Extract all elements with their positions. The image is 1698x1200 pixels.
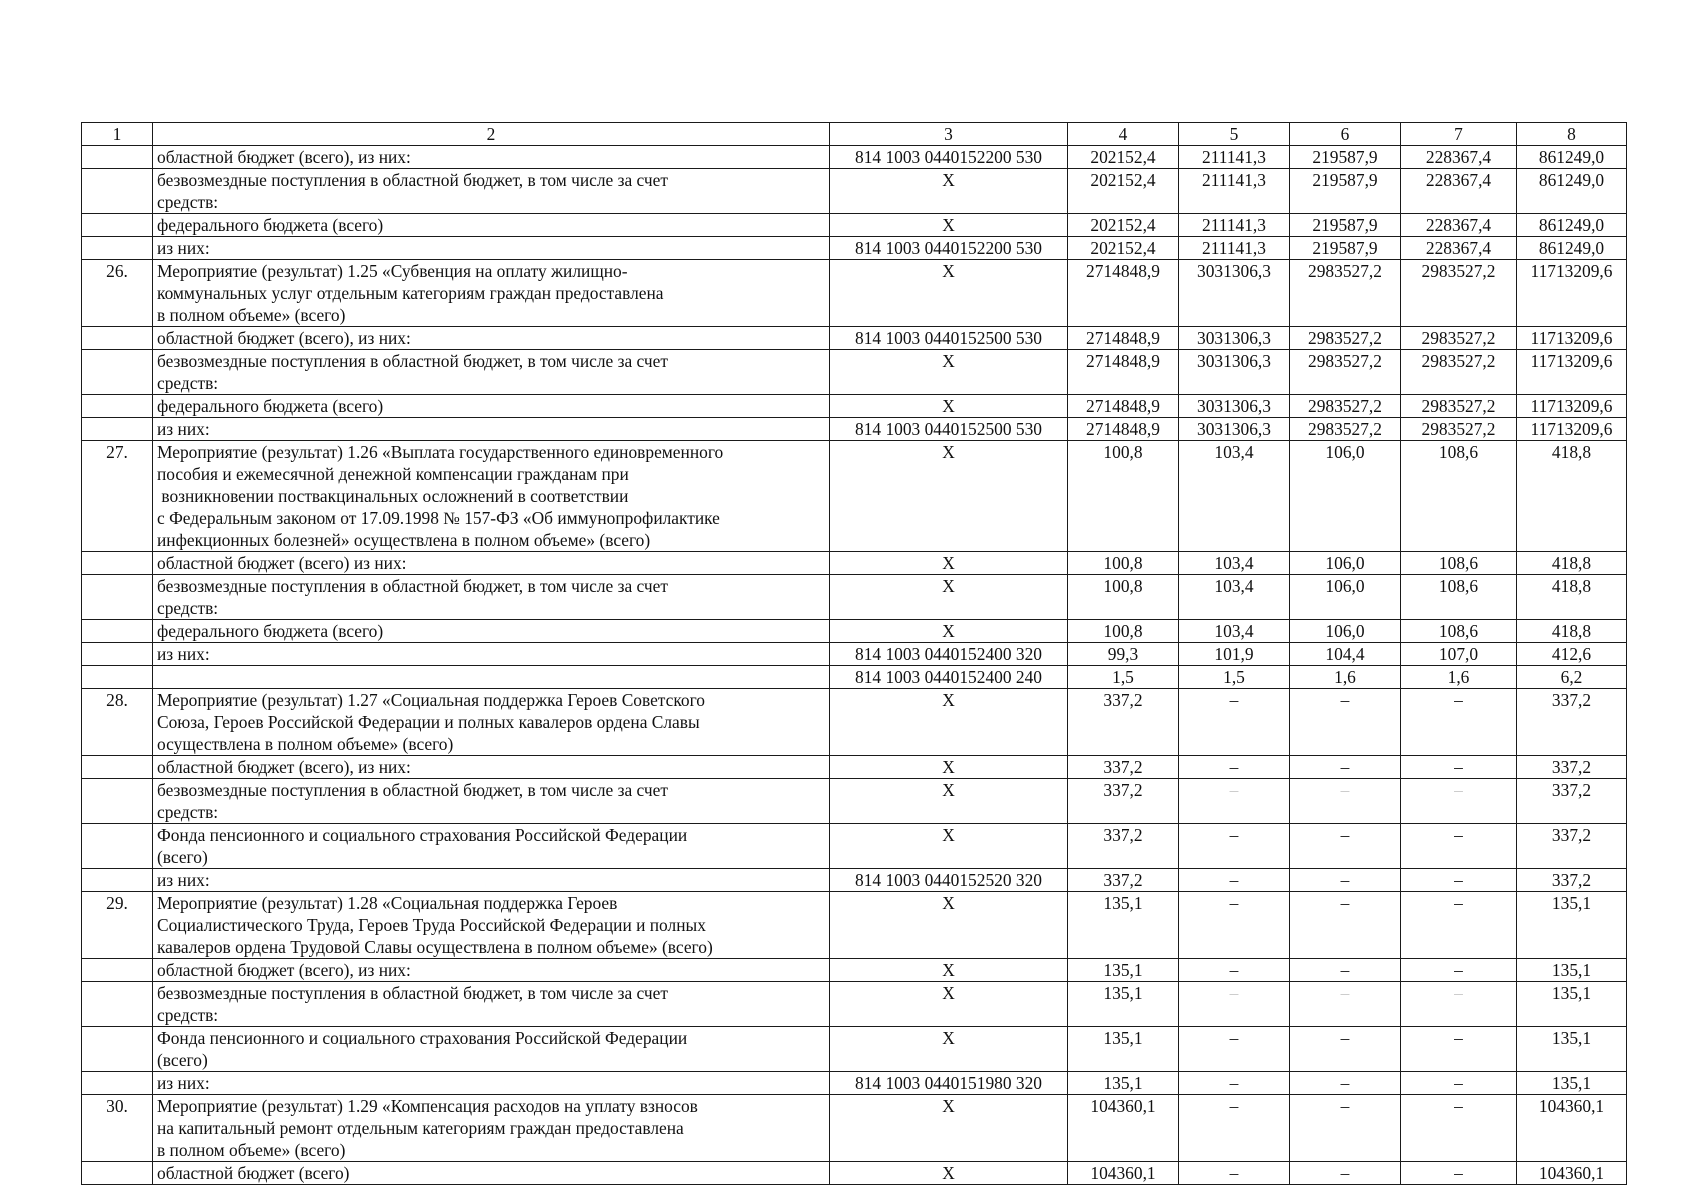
value-col-6: –: [1290, 1162, 1401, 1185]
budget-code: 814 1003 0440152500 530: [830, 327, 1068, 350]
item-number: [82, 237, 153, 260]
value-col-6: 219587,9: [1290, 237, 1401, 260]
item-number: 27.: [82, 441, 153, 552]
value-col-4: 135,1: [1068, 982, 1179, 1027]
value-col-4: 100,8: [1068, 620, 1179, 643]
value-col-7: –: [1401, 982, 1517, 1027]
item-description: областной бюджет (всего) из них:: [153, 552, 830, 575]
value-col-4: 202152,4: [1068, 146, 1179, 169]
value-col-6: –: [1290, 982, 1401, 1027]
item-description: Мероприятие (результат) 1.26 «Выплата государственного единовременного пособия и ежемесячной денежной компенсации гражданам при возникновении поствакцинальных осложнений в соответствии с Федеральным законом от 17.09.1998 № 157-ФЗ «Об иммунопрофилактике инфекционных болезней» осуществлена в полном объеме» (всего): [153, 441, 830, 552]
item-number: [82, 756, 153, 779]
value-col-5: –: [1179, 1072, 1290, 1095]
value-col-6: –: [1290, 756, 1401, 779]
budget-code: 814 1003 0440152520 320: [830, 869, 1068, 892]
value-col-4: 2714848,9: [1068, 327, 1179, 350]
value-col-4: 337,2: [1068, 869, 1179, 892]
table-row: [82, 350, 1627, 395]
value-col-7: –: [1401, 1095, 1517, 1162]
table-row: [82, 237, 1627, 260]
column-number-5: 5: [1179, 123, 1290, 146]
value-col-7: –: [1401, 892, 1517, 959]
item-description: безвозмездные поступления в областной бюджет, в том числе за счет средств:: [153, 779, 830, 824]
budget-code: 814 1003 0440152400 240: [830, 666, 1068, 689]
budget-code: Х: [830, 1027, 1068, 1072]
budget-code: 814 1003 0440152500 530: [830, 418, 1068, 441]
table-row: [82, 575, 1627, 620]
budget-code: Х: [830, 1095, 1068, 1162]
value-col-4: 2714848,9: [1068, 260, 1179, 327]
budget-code: 814 1003 0440152200 530: [830, 146, 1068, 169]
item-number: [82, 575, 153, 620]
item-description: Фонда пенсионного и социального страхования Российской Федерации (всего): [153, 1027, 830, 1072]
value-col-7: 228367,4: [1401, 169, 1517, 214]
value-col-8: 6,2: [1517, 666, 1627, 689]
value-col-6: –: [1290, 959, 1401, 982]
value-col-8: 418,8: [1517, 441, 1627, 552]
value-col-8: 11713209,6: [1517, 350, 1627, 395]
item-number: [82, 666, 153, 689]
value-col-8: 135,1: [1517, 1072, 1627, 1095]
value-col-6: 2983527,2: [1290, 327, 1401, 350]
budget-table: [81, 122, 1627, 1185]
value-col-4: 337,2: [1068, 779, 1179, 824]
value-col-7: 107,0: [1401, 643, 1517, 666]
item-description: из них:: [153, 237, 830, 260]
value-col-7: 2983527,2: [1401, 350, 1517, 395]
item-number: [82, 779, 153, 824]
value-col-8: 135,1: [1517, 982, 1627, 1027]
item-number: [82, 418, 153, 441]
value-col-6: 104,4: [1290, 643, 1401, 666]
table-body: [82, 123, 1627, 1185]
table-row: [82, 1027, 1627, 1072]
table-row: [82, 643, 1627, 666]
item-number: 29.: [82, 892, 153, 959]
budget-code: Х: [830, 620, 1068, 643]
value-col-6: 219587,9: [1290, 169, 1401, 214]
item-description: федерального бюджета (всего): [153, 620, 830, 643]
value-col-8: 11713209,6: [1517, 327, 1627, 350]
value-col-8: 337,2: [1517, 756, 1627, 779]
value-col-7: –: [1401, 959, 1517, 982]
value-col-8: 337,2: [1517, 779, 1627, 824]
table-row: [82, 169, 1627, 214]
value-col-7: 228367,4: [1401, 237, 1517, 260]
value-col-8: 861249,0: [1517, 237, 1627, 260]
value-col-7: –: [1401, 1027, 1517, 1072]
value-col-5: –: [1179, 892, 1290, 959]
value-col-6: 219587,9: [1290, 214, 1401, 237]
budget-code: Х: [830, 1162, 1068, 1185]
value-col-8: 861249,0: [1517, 169, 1627, 214]
table-row: [82, 327, 1627, 350]
item-number: [82, 620, 153, 643]
value-col-4: 135,1: [1068, 1072, 1179, 1095]
value-col-8: 135,1: [1517, 1027, 1627, 1072]
budget-code: Х: [830, 350, 1068, 395]
value-col-4: 202152,4: [1068, 214, 1179, 237]
item-number: [82, 982, 153, 1027]
budget-code: Х: [830, 959, 1068, 982]
budget-code: Х: [830, 982, 1068, 1027]
table-row: [82, 824, 1627, 869]
item-number: [82, 350, 153, 395]
value-col-5: 103,4: [1179, 620, 1290, 643]
value-col-5: 3031306,3: [1179, 327, 1290, 350]
value-col-5: 211141,3: [1179, 146, 1290, 169]
value-col-7: –: [1401, 824, 1517, 869]
value-col-7: –: [1401, 1162, 1517, 1185]
item-description: Мероприятие (результат) 1.29 «Компенсация расходов на уплату взносов на капитальный ремонт отдельным категориям граждан предоставлена в полном объеме» (всего): [153, 1095, 830, 1162]
budget-code: Х: [830, 552, 1068, 575]
item-number: [82, 1162, 153, 1185]
value-col-6: –: [1290, 892, 1401, 959]
table-row: [82, 441, 1627, 552]
value-col-6: –: [1290, 1027, 1401, 1072]
value-col-5: –: [1179, 824, 1290, 869]
item-number: [82, 643, 153, 666]
value-col-4: 202152,4: [1068, 169, 1179, 214]
value-col-4: 337,2: [1068, 689, 1179, 756]
item-number: [82, 327, 153, 350]
value-col-5: –: [1179, 982, 1290, 1027]
value-col-8: 412,6: [1517, 643, 1627, 666]
item-description: из них:: [153, 418, 830, 441]
value-col-7: 2983527,2: [1401, 418, 1517, 441]
table-row: [82, 756, 1627, 779]
column-number-2: 2: [153, 123, 830, 146]
value-col-6: –: [1290, 824, 1401, 869]
value-col-6: –: [1290, 1095, 1401, 1162]
value-col-5: 3031306,3: [1179, 395, 1290, 418]
value-col-6: 2983527,2: [1290, 395, 1401, 418]
column-number-8: 8: [1517, 123, 1627, 146]
table-row: [82, 1072, 1627, 1095]
value-col-5: 1,5: [1179, 666, 1290, 689]
item-description: Мероприятие (результат) 1.27 «Социальная поддержка Героев Советского Союза, Героев Российской Федерации и полных кавалеров ордена Славы осуществлена в полном объеме» (всего): [153, 689, 830, 756]
value-col-8: 337,2: [1517, 689, 1627, 756]
value-col-5: 3031306,3: [1179, 260, 1290, 327]
value-col-6: 219587,9: [1290, 146, 1401, 169]
value-col-8: 135,1: [1517, 892, 1627, 959]
item-description: Мероприятие (результат) 1.28 «Социальная поддержка Героев Социалистического Труда, Героев Труда Российской Федерации и полных кавалеров ордена Трудовой Славы осуществлена в полном объеме» (всего): [153, 892, 830, 959]
value-col-5: 103,4: [1179, 552, 1290, 575]
budget-code: Х: [830, 892, 1068, 959]
value-col-4: 100,8: [1068, 441, 1179, 552]
value-col-7: –: [1401, 779, 1517, 824]
value-col-5: –: [1179, 1027, 1290, 1072]
budget-code: Х: [830, 824, 1068, 869]
budget-code: Х: [830, 214, 1068, 237]
item-description: областной бюджет (всего), из них:: [153, 756, 830, 779]
value-col-4: 202152,4: [1068, 237, 1179, 260]
value-col-8: 337,2: [1517, 824, 1627, 869]
value-col-7: –: [1401, 689, 1517, 756]
column-number-7: 7: [1401, 123, 1517, 146]
item-description: Мероприятие (результат) 1.25 «Субвенция на оплату жилищно- коммунальных услуг отдельным категориям граждан предоставлена в полном объеме» (всего): [153, 260, 830, 327]
value-col-5: 103,4: [1179, 575, 1290, 620]
item-description: областной бюджет (всего), из них:: [153, 959, 830, 982]
table-header-row: [82, 123, 1627, 146]
value-col-4: 100,8: [1068, 552, 1179, 575]
value-col-6: 2983527,2: [1290, 418, 1401, 441]
value-col-7: –: [1401, 869, 1517, 892]
table-row: [82, 552, 1627, 575]
value-col-7: 2983527,2: [1401, 395, 1517, 418]
value-col-5: 101,9: [1179, 643, 1290, 666]
value-col-4: 2714848,9: [1068, 395, 1179, 418]
item-description: областной бюджет (всего): [153, 1162, 830, 1185]
column-number-6: 6: [1290, 123, 1401, 146]
budget-code: 814 1003 0440151980 320: [830, 1072, 1068, 1095]
value-col-4: 337,2: [1068, 756, 1179, 779]
budget-code: Х: [830, 169, 1068, 214]
value-col-4: 2714848,9: [1068, 350, 1179, 395]
value-col-5: 103,4: [1179, 441, 1290, 552]
budget-code: Х: [830, 575, 1068, 620]
table-row: [82, 260, 1627, 327]
value-col-7: 1,6: [1401, 666, 1517, 689]
item-number: [82, 1027, 153, 1072]
table-row: [82, 620, 1627, 643]
value-col-4: 104360,1: [1068, 1095, 1179, 1162]
value-col-5: –: [1179, 1162, 1290, 1185]
table-row: [82, 214, 1627, 237]
value-col-6: –: [1290, 779, 1401, 824]
item-description: из них:: [153, 1072, 830, 1095]
value-col-5: –: [1179, 1095, 1290, 1162]
value-col-5: –: [1179, 689, 1290, 756]
value-col-5: 211141,3: [1179, 169, 1290, 214]
value-col-8: 11713209,6: [1517, 395, 1627, 418]
column-number-3: 3: [830, 123, 1068, 146]
item-description: безвозмездные поступления в областной бюджет, в том числе за счет средств:: [153, 575, 830, 620]
value-col-4: 135,1: [1068, 959, 1179, 982]
item-number: [82, 959, 153, 982]
value-col-8: 418,8: [1517, 552, 1627, 575]
budget-code: Х: [830, 441, 1068, 552]
value-col-7: 228367,4: [1401, 214, 1517, 237]
table-row: [82, 395, 1627, 418]
value-col-7: 2983527,2: [1401, 327, 1517, 350]
item-description: Фонда пенсионного и социального страхования Российской Федерации (всего): [153, 824, 830, 869]
item-number: [82, 824, 153, 869]
value-col-5: 211141,3: [1179, 214, 1290, 237]
item-description: безвозмездные поступления в областной бюджет, в том числе за счет средств:: [153, 982, 830, 1027]
item-number: [82, 395, 153, 418]
table-row: [82, 959, 1627, 982]
value-col-5: –: [1179, 756, 1290, 779]
value-col-7: 108,6: [1401, 620, 1517, 643]
value-col-6: 2983527,2: [1290, 350, 1401, 395]
value-col-6: 1,6: [1290, 666, 1401, 689]
table-row: [82, 779, 1627, 824]
item-number: 28.: [82, 689, 153, 756]
table-row: [82, 666, 1627, 689]
value-col-5: 3031306,3: [1179, 350, 1290, 395]
table-row: [82, 1162, 1627, 1185]
table-row: [82, 1095, 1627, 1162]
value-col-4: 135,1: [1068, 1027, 1179, 1072]
table-row: [82, 892, 1627, 959]
value-col-4: 100,8: [1068, 575, 1179, 620]
value-col-6: 106,0: [1290, 620, 1401, 643]
item-number: [82, 146, 153, 169]
item-number: 26.: [82, 260, 153, 327]
value-col-8: 11713209,6: [1517, 418, 1627, 441]
item-description: из них:: [153, 643, 830, 666]
value-col-4: 104360,1: [1068, 1162, 1179, 1185]
item-description: областной бюджет (всего), из них:: [153, 327, 830, 350]
value-col-7: 2983527,2: [1401, 260, 1517, 327]
value-col-5: –: [1179, 959, 1290, 982]
value-col-8: 104360,1: [1517, 1162, 1627, 1185]
item-description: федерального бюджета (всего): [153, 214, 830, 237]
value-col-7: 108,6: [1401, 441, 1517, 552]
value-col-6: 106,0: [1290, 552, 1401, 575]
item-number: [82, 869, 153, 892]
value-col-6: –: [1290, 1072, 1401, 1095]
value-col-6: 106,0: [1290, 441, 1401, 552]
value-col-8: 135,1: [1517, 959, 1627, 982]
budget-code: Х: [830, 779, 1068, 824]
value-col-5: 3031306,3: [1179, 418, 1290, 441]
value-col-8: 337,2: [1517, 869, 1627, 892]
value-col-5: 211141,3: [1179, 237, 1290, 260]
value-col-7: –: [1401, 756, 1517, 779]
item-number: [82, 214, 153, 237]
value-col-7: 228367,4: [1401, 146, 1517, 169]
table-row: [82, 689, 1627, 756]
value-col-8: 104360,1: [1517, 1095, 1627, 1162]
budget-code: Х: [830, 756, 1068, 779]
value-col-5: –: [1179, 779, 1290, 824]
value-col-7: –: [1401, 1072, 1517, 1095]
value-col-8: 861249,0: [1517, 146, 1627, 169]
value-col-6: 2983527,2: [1290, 260, 1401, 327]
value-col-4: 2714848,9: [1068, 418, 1179, 441]
item-description: областной бюджет (всего), из них:: [153, 146, 830, 169]
value-col-8: 861249,0: [1517, 214, 1627, 237]
budget-code: Х: [830, 260, 1068, 327]
value-col-8: 418,8: [1517, 575, 1627, 620]
value-col-4: 337,2: [1068, 824, 1179, 869]
table-row: [82, 869, 1627, 892]
budget-code: 814 1003 0440152200 530: [830, 237, 1068, 260]
value-col-7: 108,6: [1401, 575, 1517, 620]
table-row: [82, 418, 1627, 441]
value-col-5: –: [1179, 869, 1290, 892]
value-col-4: 1,5: [1068, 666, 1179, 689]
item-description: федерального бюджета (всего): [153, 395, 830, 418]
budget-code: Х: [830, 689, 1068, 756]
value-col-6: –: [1290, 869, 1401, 892]
item-number: 30.: [82, 1095, 153, 1162]
item-number: [82, 552, 153, 575]
value-col-6: –: [1290, 689, 1401, 756]
budget-code: Х: [830, 395, 1068, 418]
item-description: безвозмездные поступления в областной бюджет, в том числе за счет средств:: [153, 350, 830, 395]
value-col-8: 418,8: [1517, 620, 1627, 643]
value-col-6: 106,0: [1290, 575, 1401, 620]
item-number: [82, 169, 153, 214]
item-number: [82, 1072, 153, 1095]
column-number-1: 1: [82, 123, 153, 146]
item-description: безвозмездные поступления в областной бюджет, в том числе за счет средств:: [153, 169, 830, 214]
value-col-8: 11713209,6: [1517, 260, 1627, 327]
table-row: [82, 982, 1627, 1027]
table-row: [82, 146, 1627, 169]
item-description: [153, 666, 830, 689]
value-col-7: 108,6: [1401, 552, 1517, 575]
budget-code: 814 1003 0440152400 320: [830, 643, 1068, 666]
item-description: из них:: [153, 869, 830, 892]
value-col-4: 135,1: [1068, 892, 1179, 959]
value-col-4: 99,3: [1068, 643, 1179, 666]
column-number-4: 4: [1068, 123, 1179, 146]
